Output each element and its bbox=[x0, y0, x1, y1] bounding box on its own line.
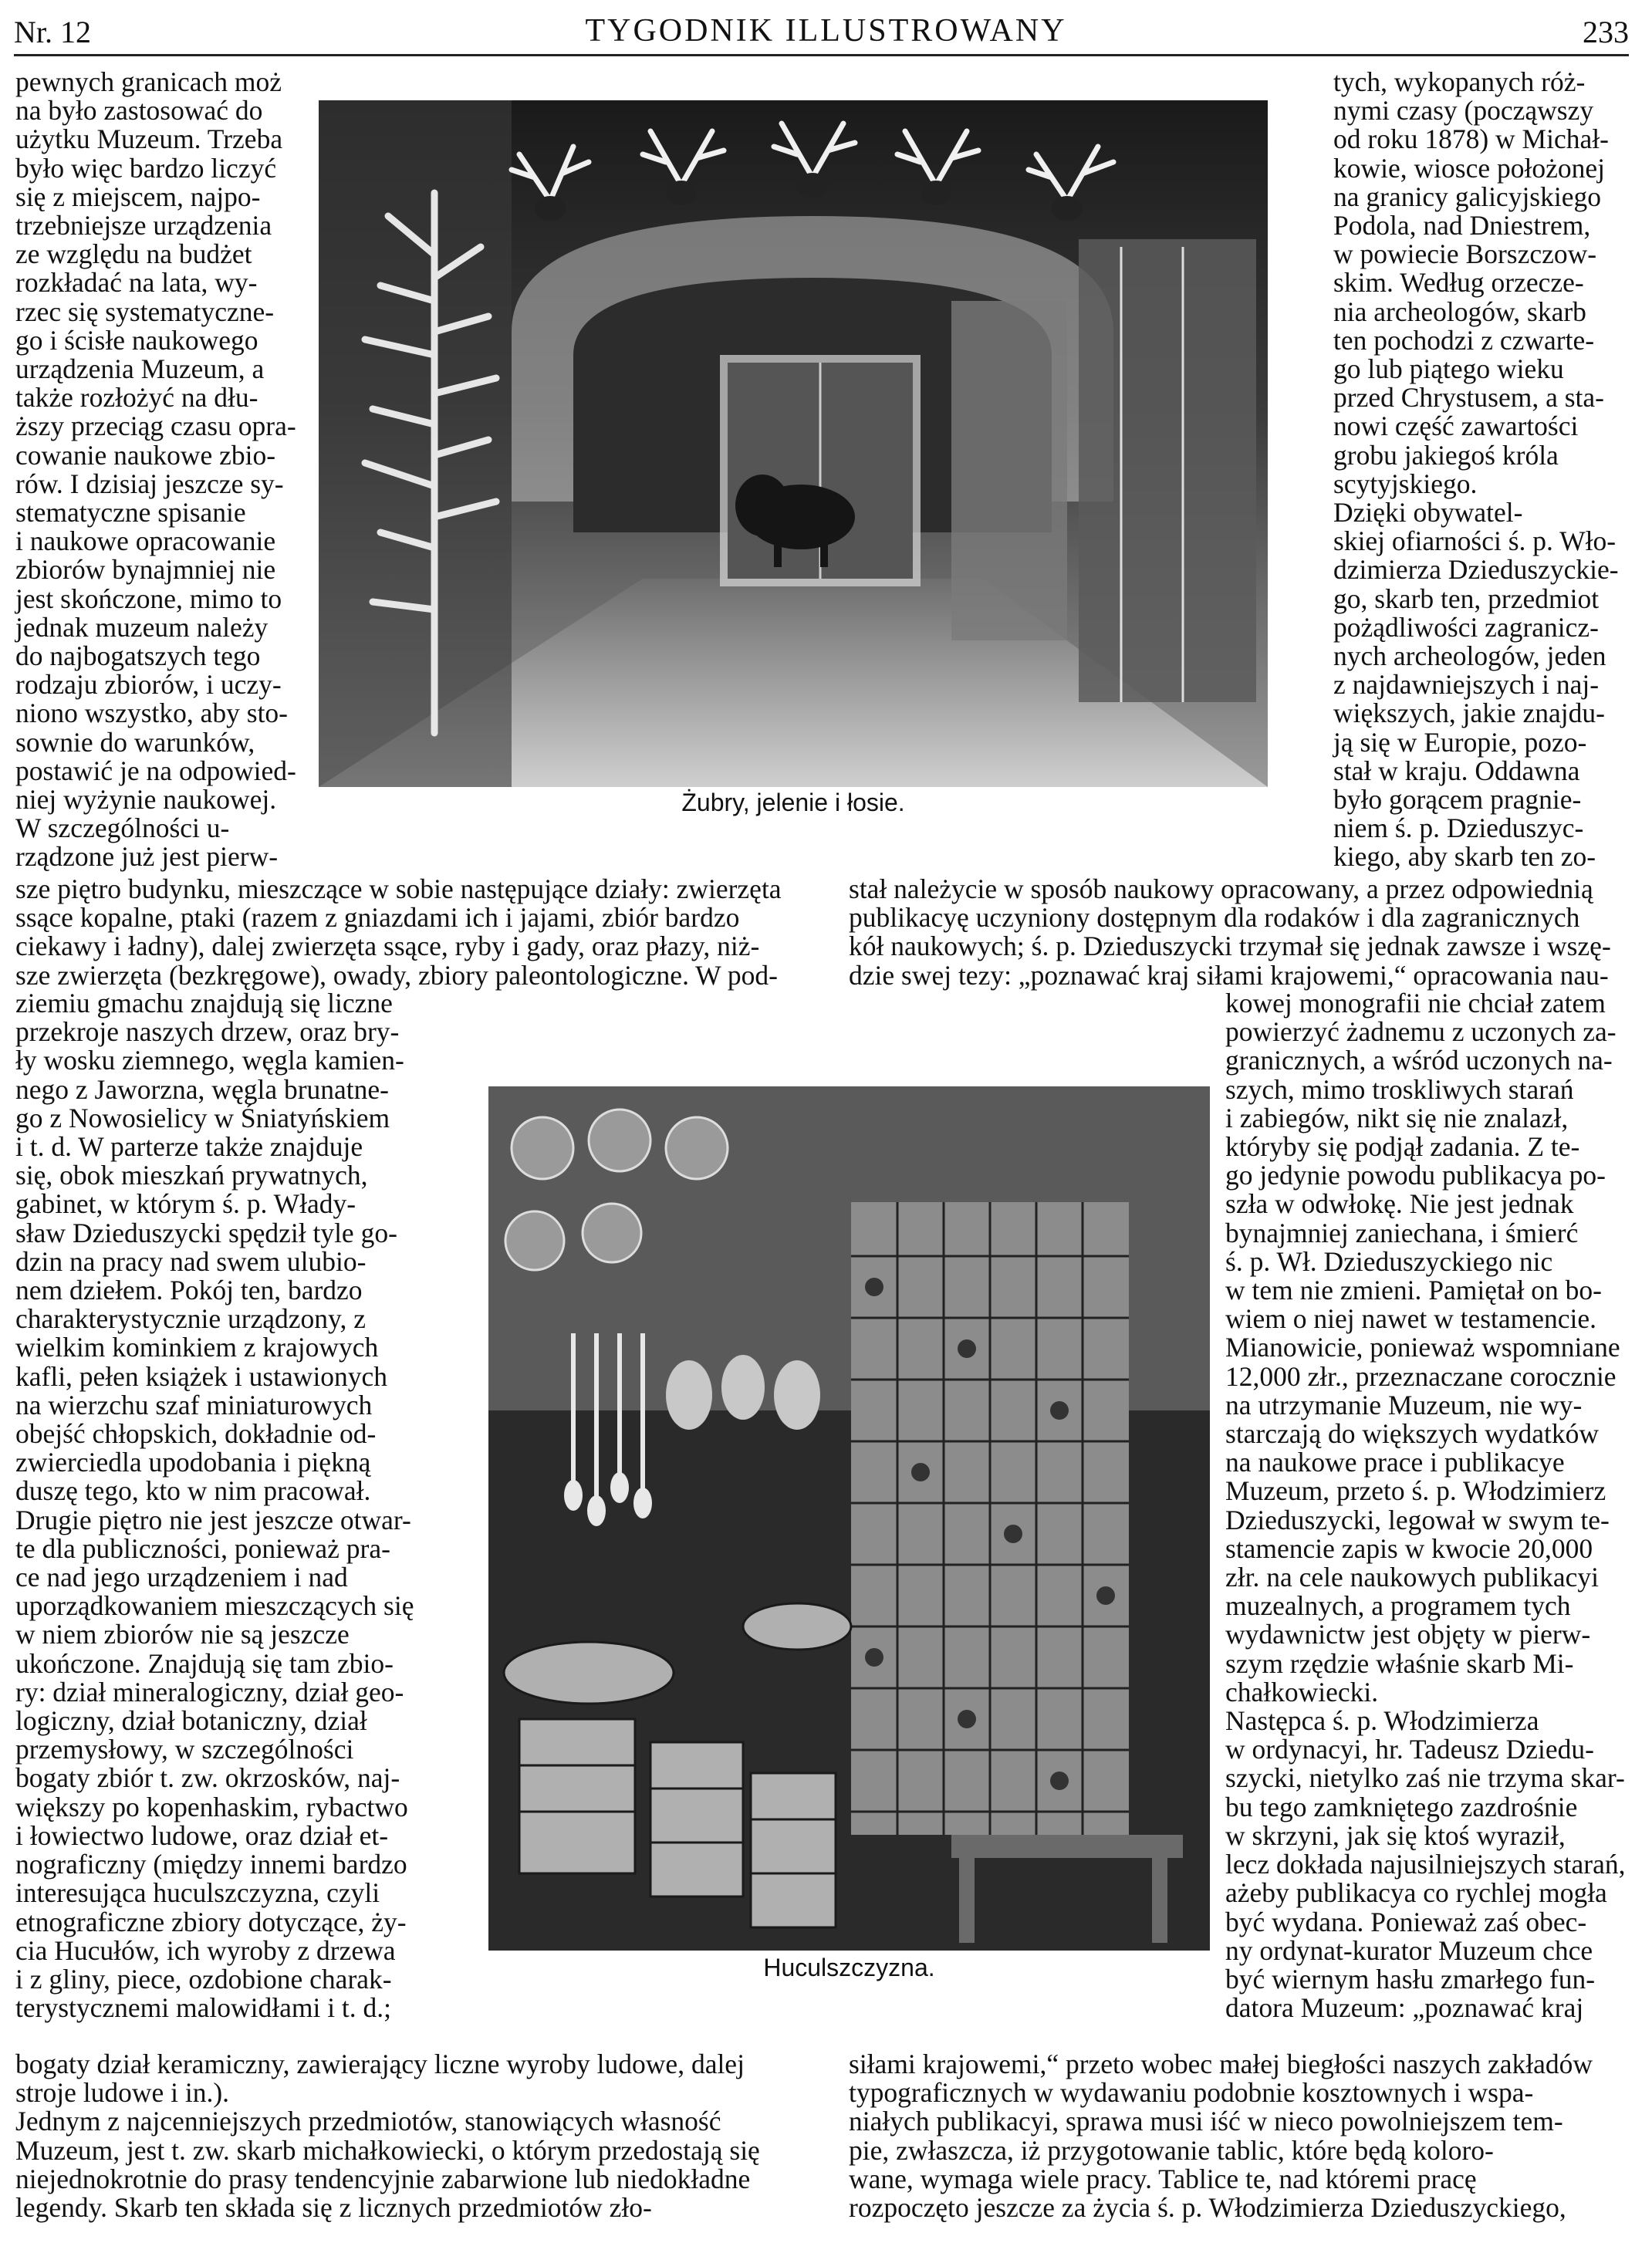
hutsul-photo-drawing bbox=[488, 1086, 1210, 1951]
gallery-photo-drawing bbox=[319, 100, 1268, 787]
text-left-top: pewnych granicach moż na było zastosować do użytku Muzeum. Trzeba było więc bardzo liczyć się z miejscem, najpo- trzebniejsze urządzenia ze względu na budżet rozkładać na lata, wy- rzec się systematyczne- go i ścisłe naukowego urządzenia Muzeum, a także rozłożyć na dłu- ższy przeciąg czasu opra- cowanie naukowe zbio- rów. I dzisiaj jeszcze sy- stematyczne spisanie i naukowe opracowanie zbiorów bynajmniej nie jest skończone, mimo to jednak muzeum należy do najbogatszych tego rodzaju zbiorów, i uczy- niono wszystko, aby sto- sownie do warunków, postawić je na odpowied- niej wyżynie naukowej. W szczególności u- rządzone już jest pierw- bbox=[15, 66, 296, 873]
caption-bottom-photo: Huculszczyzna. bbox=[763, 1954, 935, 1981]
page-header bbox=[0, 8, 1652, 54]
photo-bison-deer-elk bbox=[319, 100, 1268, 787]
header-rule bbox=[14, 54, 1629, 56]
issue-number: Nr. 12 bbox=[14, 15, 91, 49]
text-left-bottom: bogaty dział keramiczny, zawierający liczne wyroby ludowe, dalej stroje ludowe i in.). Jednym z najcenniejszych przedmiotów, stanowiących własność Muzeum, jest t. zw. skarb michałkowiecki, o którym przedostają się niejednokrotnie do prasy tendencyjnie zabarwione lub niedokładne legendy. Skarb ten składa się z licznych przedmiotów zło- bbox=[15, 2049, 760, 2224]
text-left-wide: sze piętro budynku, mieszczące w sobie następujące działy: zwierzęta ssące kopalne, ptaki (razem z gniazdami ich i jajami, zbiór bardzo ciekawy i ładny), dalej zwierzęta ssące, ryby i gady, oraz płazy, niż- sze zwierzęta (bezkręgowe), owady, zbiory paleontologiczne. W pod- bbox=[15, 873, 782, 991]
journal-title: TYGODNIK ILLUSTROWANY bbox=[585, 13, 1067, 49]
text-right-mid: kowej monografii nie chciał zatem powierzyć żadnemu z uczonych za- granicznych, a wśród uczonych na- szych, mimo troskliwych starań i zabiegów, nikt się nie znalazł, któryby się podjął zadania. Z te- go jedynie powodu publikacya po- szła w odwłokę. Nie jest jednak bynajmniej zaniechana, i śmierć ś. p. Wł. Dzieduszyckiego nic w tem nie zmieni. Pamiętał on bo- wiem o niej nawet w testamencie. Mianowicie, ponieważ wspomniane 12,000 złr., przeznaczane corocznie na utrzymanie Muzeum, nie wy- starczają do większych wydatków na naukowe prace i publikacye Muzeum, przeto ś. p. Włodzimierz Dzieduszycki, legował w swym te- stamencie zapis w kwocie 20,000 złr. na cele naukowych publikacyi muzealnych, a programem tych wydawnictw jest objęty w pierw- szym rzędzie właśnie skarb Mi- chałkowiecki. Następca ś. p. Włodzimierza w ordynacyi, hr. Tadeusz Dziedu- szycki, nietylko zaś nie trzyma skar- bu tego zamkniętego zazdrośnie w skrzyni, jak się ktoś wyraził, lecz dokłada najusilniejszych starań, ażeby publikacya co rychlej mogła być wydana. Ponieważ zaś obec- ny ordynat-kurator Muzeum chce być wiernym hasłu zmarłego fun- datora Muzeum: „poznawać kraj bbox=[1225, 988, 1626, 2024]
text-right-top: tych, wykopanych róż- nymi czasy (począwszy od roku 1878) w Michał- kowie, wiosce położonej na granicy galicyjskiego Podola, nad Dniestrem, w powiecie Borszczow- skim. Według orzecze- nia archeologów, skarb ten pochodzi z czwarte- go lub piątego wieku przed Chrystusem, a sta- nowi część zawartości grobu jakiegoś króla scytyjskiego. Dzięki obywatel- skiej ofiarności ś. p. Wło- dzimierza Dzieduszyckie- go, skarb ten, przedmiot pożądliwości zagranicz- nych archeologów, jeden z najdawniejszych i naj- większych, jakie znajdu- ją się w Europie, pozo- stał w kraju. Oddawna było gorącem pragnie- niem ś. p. Dzieduszyc- kiego, aby skarb ten zo- bbox=[1333, 66, 1619, 873]
caption-top-photo: Żubry, jelenie i łosie. bbox=[681, 789, 905, 816]
text-left-mid: ziemiu gmachu znajdują się liczne przekroje naszych drzew, oraz bry- ły wosku ziemnego, węgla kamien- nego z Jaworzna, węgla brunatne- go z Nowosielicy w Śniatyńskiem i t. d. W parterze także znajduje się, obok mieszkań prywatnych, gabinet, w którym ś. p. Włady- sław Dzieduszycki spędził tyle go- dzin na pracy nad swem ulubio- nem dziełem. Pokój ten, bardzo charakterystycznie urządzony, z wielkim kominkiem z krajowych kafli, pełen książek i ustawionych na wierzchu szaf miniaturowych obejść chłopskich, dokładnie od- zwierciedla upodobania i piękną duszę tego, kto w nim pracował. Drugie piętro nie jest jeszcze otwar- te dla publiczności, ponieważ pra- ce nad jego urządzeniem i nad uporządkowaniem mieszczących się w niem zbiorów nie są jeszcze ukończone. Znajdują się tam zbio- ry: dział mineralogiczny, dział geo- logiczny, dział botaniczny, dział przemysłowy, w szczególności bogaty zbiór t. zw. okrzosków, naj- większy po kopenhaskim, rybactwo i łowiectwo ludowe, oraz dział et- nograficzny (między innemi bardzo interesująca huculszczyzna, czyli etnograficzne zbiory dotyczące, ży- cia Hucułów, ich wyroby z drzewa i z gliny, piece, ozdobione charak- terystycznemi malowidłami i t. d.; bbox=[15, 988, 414, 2024]
text-right-bottom: siłami krajowemi,“ przeto wobec małej biegłości naszych zakładów typograficznych w wydawaniu podobnie kosztownych i wspa- niałych publikacyi, sprawa musi iść w nieco powolniejszem tem- pie, zwłaszcza, iż przygotowanie tablic, które będą koloro- wane, wymaga wiele pracy. Tablice te, nad któremi pracę rozpoczęto jeszcze za życia ś. p. Włodzimierza Dzieduszyckiego, bbox=[849, 2049, 1593, 2224]
text-right-wide: stał należycie w sposób naukowy opracowany, a przez odpowiednią publikacyę uczyniony dostępnym dla rodaków i dla zagranicznych kół naukowych; ś. p. Dzieduszycki trzymał się jednak zawsze i wszę- dzie swej tezy: „poznawać kraj siłami krajowemi,“ opracowania nau- bbox=[849, 873, 1611, 991]
page-number: 233 bbox=[1583, 15, 1629, 49]
photo-huculszczyzna bbox=[488, 1086, 1210, 1951]
